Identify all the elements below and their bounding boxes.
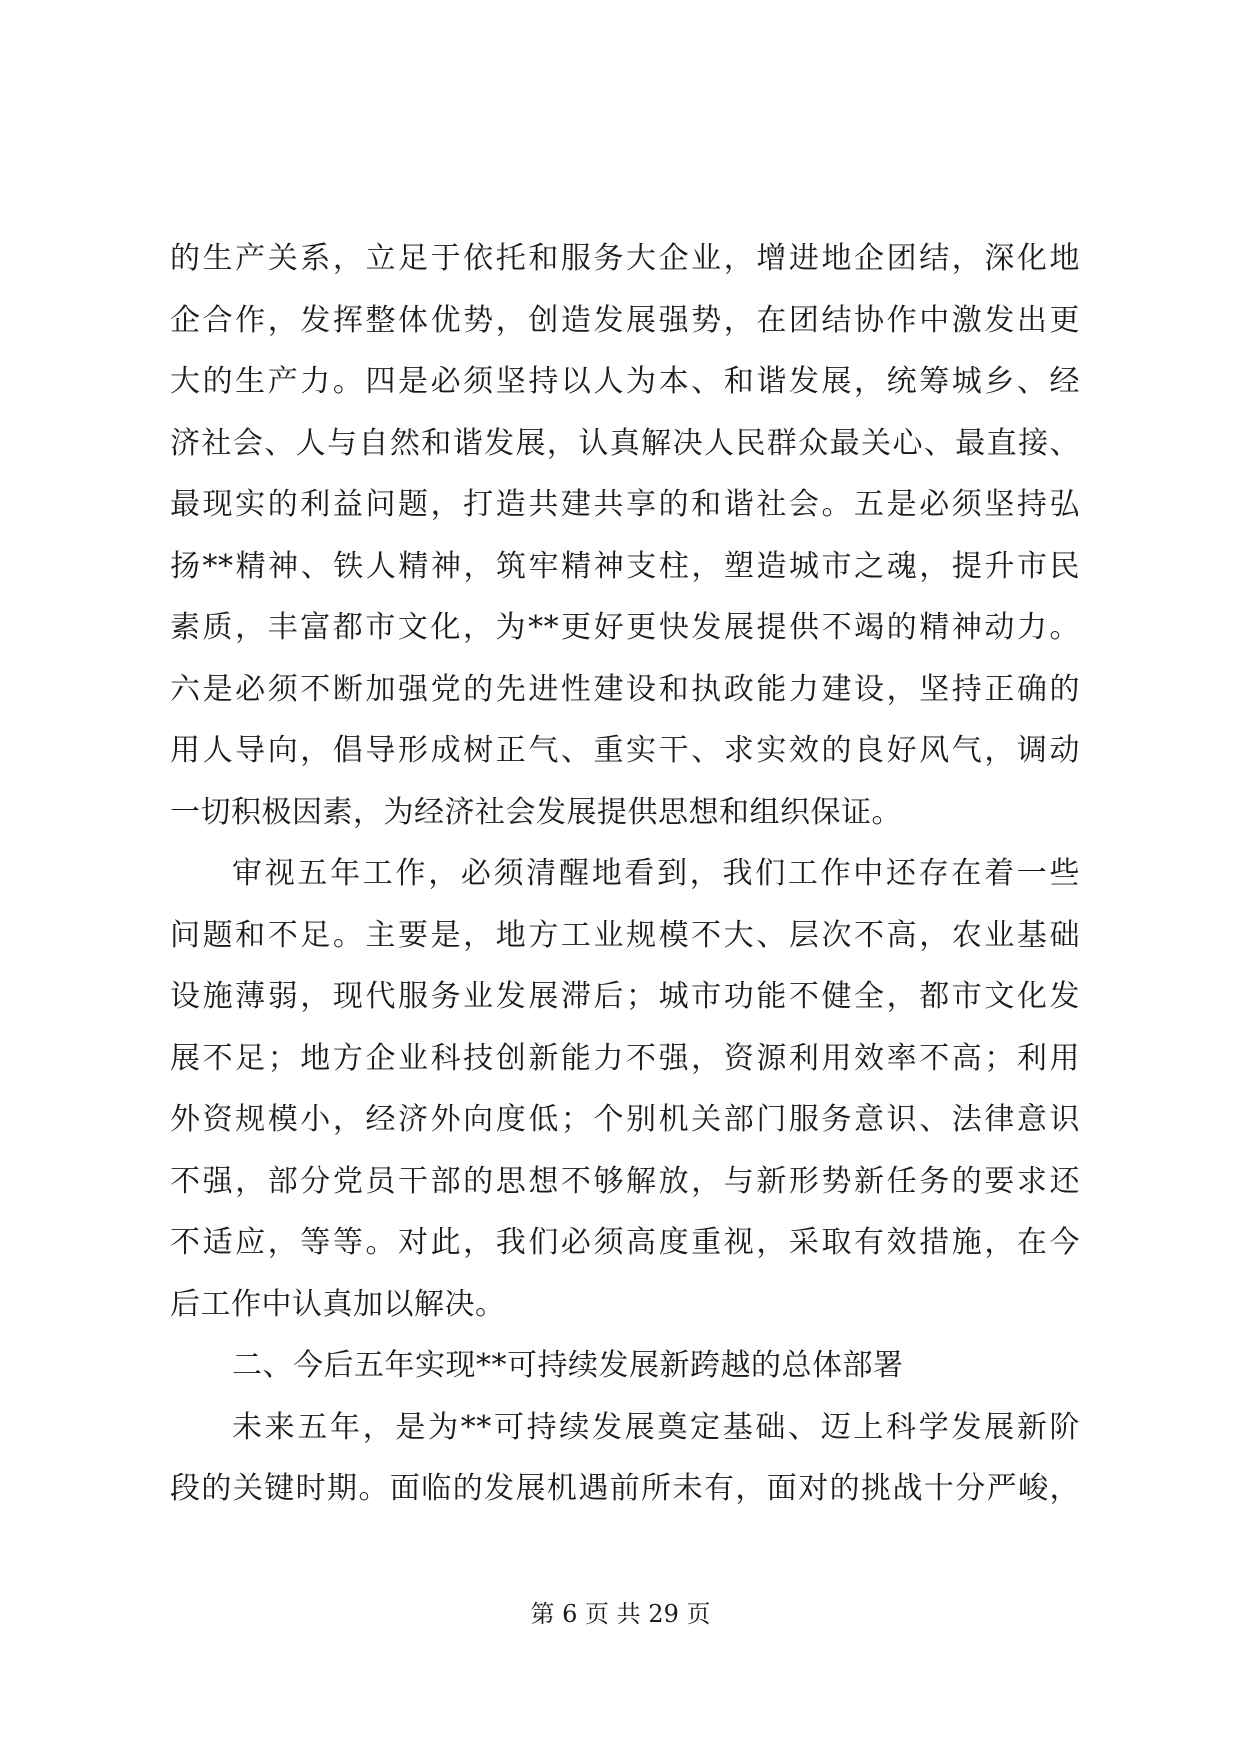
text-line: 的生产关系，立足于依托和服务大企业，增进地企团结，深化地 (170, 241, 1080, 276)
body-text (170, 228, 1080, 1520)
text-line: 不强，部分党员干部的思想不够解放，与新形势新任务的要求还 (170, 1163, 1080, 1199)
text-line: 素质，丰富都市文化，为**更好更快发展提供不竭的精神动力。 (170, 610, 1080, 645)
text-line: 不适应，等等。对此，我们必须高度重视，采取有效措施，在今 (170, 1225, 1080, 1260)
page-number-footer: 第 6 页 共 29 页 (530, 1600, 711, 1628)
text-line: 六是必须不断加强党的先进性建设和执政能力建设，坚持正确的 (170, 671, 1080, 707)
text-line: 设施薄弱，现代服务业发展滞后；城市功能不健全，都市文化发 (170, 979, 1080, 1014)
text-line: 最现实的利益问题，打造共建共享的和谐社会。五是必须坚持弘 (170, 487, 1080, 522)
text-line: 问题和不足。主要是，地方工业规模不大、层次不高，农业基础 (170, 917, 1080, 953)
text-line: 展不足；地方企业科技创新能力不强，资源利用效率不高；利用 (170, 1040, 1080, 1076)
text-line: 扬**精神、铁人精神，筑牢精神支柱，塑造城市之魂，提升市民 (170, 548, 1080, 584)
text-line: 后工作中认真加以解决。 (170, 1286, 506, 1322)
text-line: 段的关键时期。面临的发展机遇前所未有，面对的挑战十分严峻， (170, 1471, 1080, 1506)
text-line: 二、今后五年实现**可持续发展新跨越的总体部署 (232, 1348, 904, 1383)
text-line: 企合作，发挥整体优势，创造发展强势，在团结协作中激发出更 (170, 302, 1080, 338)
text-line: 外资规模小，经济外向度低；个别机关部门服务意识、法律意识 (170, 1102, 1080, 1137)
text-line: 一切积极因素，为经济社会发展提供思想和组织保证。 (170, 794, 902, 830)
text-line: 济社会、人与自然和谐发展，认真解决人民群众最关心、最直接、 (170, 425, 1080, 461)
text-line: 未来五年，是为**可持续发展奠定基础、迈上科学发展新阶 (232, 1409, 1080, 1445)
text-line: 用人导向，倡导形成树正气、重实干、求实效的良好风气，调动 (170, 733, 1080, 768)
text-line: 审视五年工作，必须清醒地看到，我们工作中还存在着一些 (232, 856, 1080, 891)
text-line: 大的生产力。四是必须坚持以人为本、和谐发展，统筹城乡、经 (170, 364, 1080, 399)
